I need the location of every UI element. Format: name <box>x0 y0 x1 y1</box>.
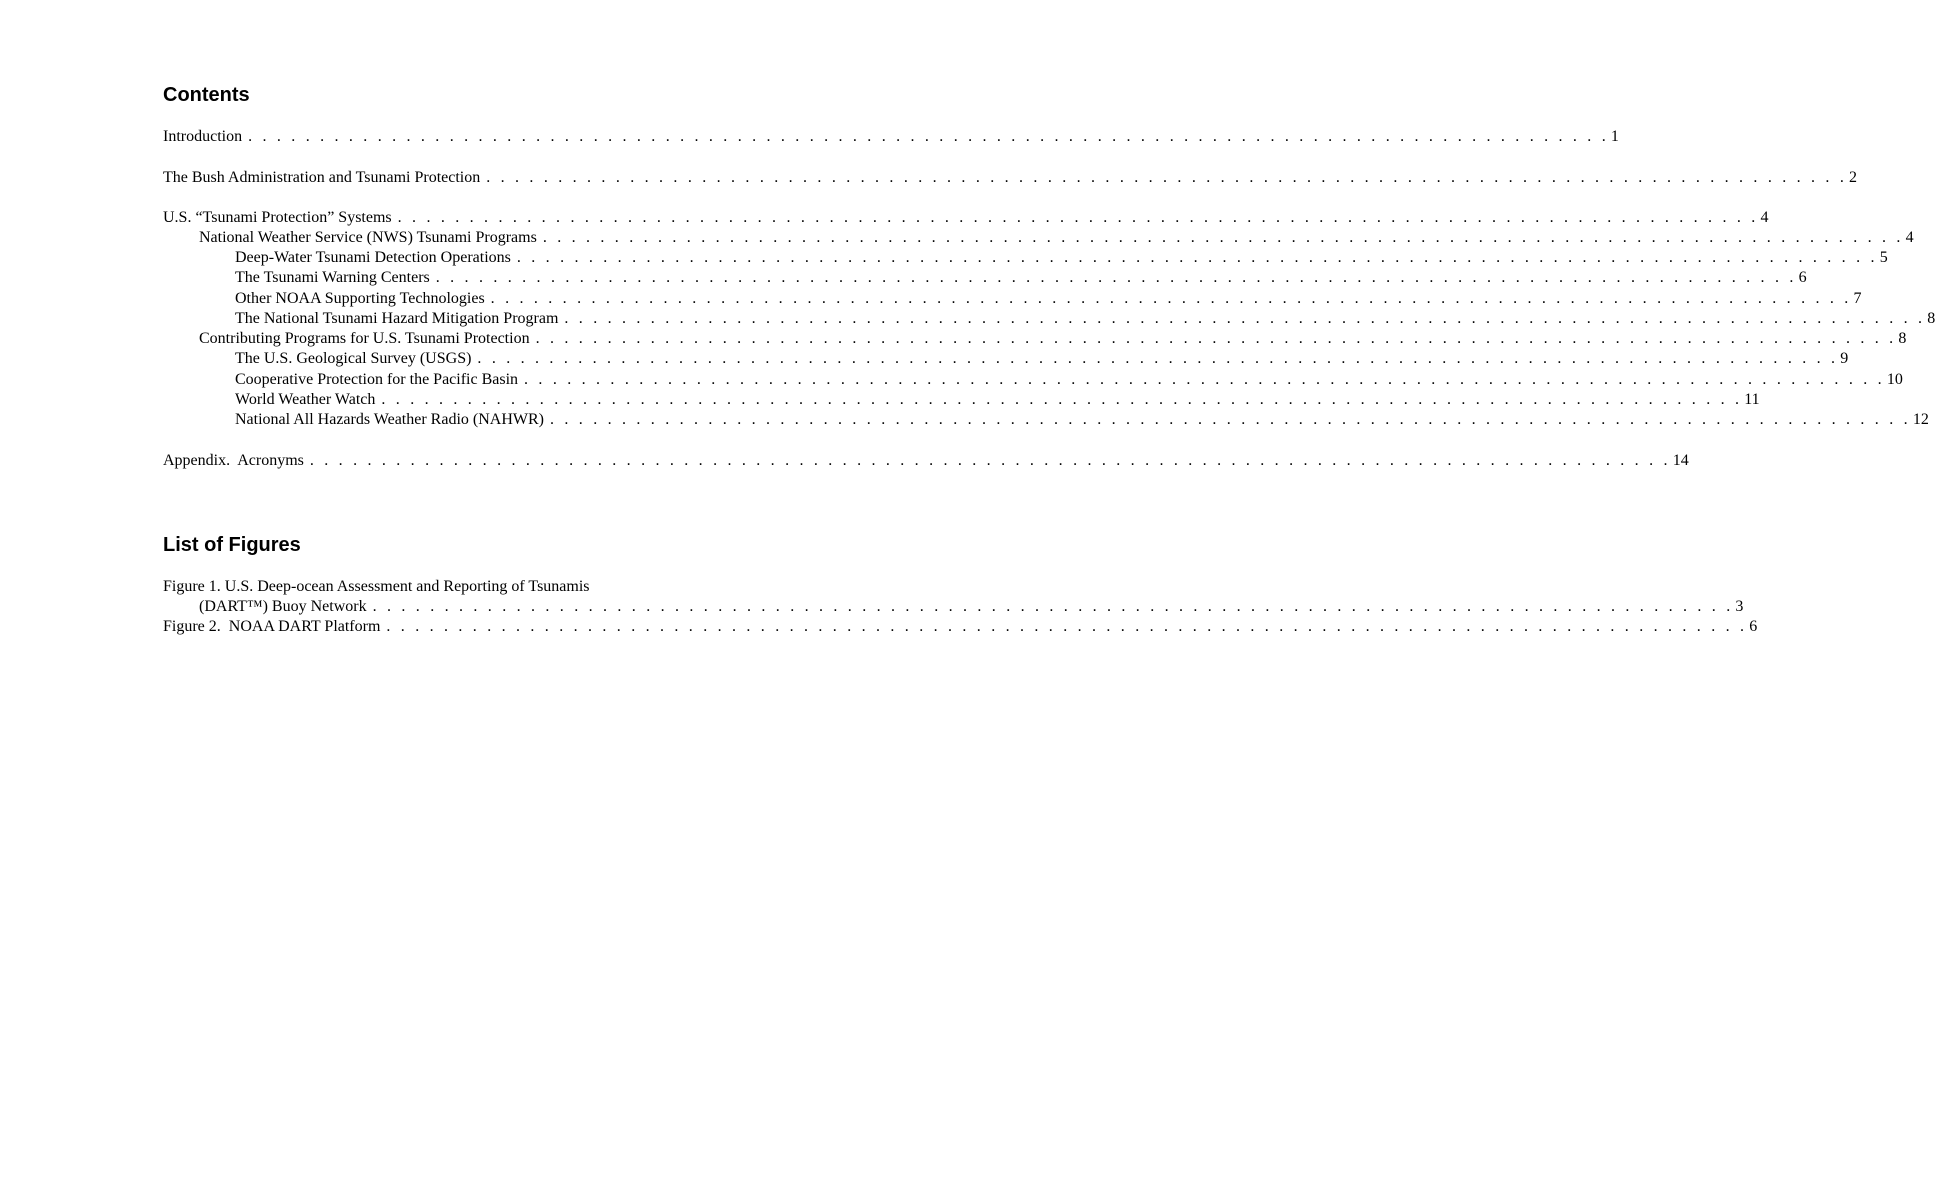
dot-leader: . . . . . . . . . . . . . . . . . . . . . . . . . . . . . . . . . . . . . . . . . . . . . . . . . . . . . . . . . . . . . . . . . . . . . . . . . . . . . . . . . . . . . . . . . . . . . . . <box>524 371 1885 388</box>
toc-entry-title: The Tsunami Warning Centers <box>235 269 430 286</box>
dot-leader: . . . . . . . . . . . . . . . . . . . . . . . . . . . . . . . . . . . . . . . . . . . . . . . . . . . . . . . . . . . . . . . . . . . . . . . . . . . . . . . . . . . . . . . . . . . . . . . <box>477 350 1839 367</box>
toc-page-number: 5 <box>1879 249 1888 266</box>
toc-entry-title: National All Hazards Weather Radio (NAHWR) <box>235 411 544 428</box>
dot-leader: . . . . . . . . . . . . . . . . . . . . . . . . . . . . . . . . . . . . . . . . . . . . . . . . . . . . . . . . . . . . . . . . . . . . . . . . . . . . . . . . . . . . . . . . . . . . . . . <box>486 169 1848 186</box>
dot-leader: . . . . . . . . . . . . . . . . . . . . . . . . . . . . . . . . . . . . . . . . . . . . . . . . . . . . . . . . . . . . . . . . . . . . . . . . . . . . . . . . . . . . . . . . . . . . . . . <box>381 391 1743 408</box>
toc-page-number: 8 <box>1927 310 1935 327</box>
toc-page-number: 14 <box>1672 452 1689 469</box>
toc-entry-usgs[interactable] <box>235 349 1849 369</box>
figure-page-number: 6 <box>1749 618 1758 635</box>
dot-leader: . . . . . . . . . . . . . . . . . . . . . . . . . . . . . . . . . . . . . . . . . . . . . . . . . . . . . . . . . . . . . . . . . . . . . . . . . . . . . . . . . . . . . . . . . . . . . . . <box>248 128 1609 145</box>
toc-entry-title: National Weather Service (NWS) Tsunami Programs <box>199 229 537 246</box>
toc-entry-tsunami-warning-centers[interactable] <box>235 268 1807 288</box>
dot-leader: . . . . . . . . . . . . . . . . . . . . . . . . . . . . . . . . . . . . . . . . . . . . . . . . . . . . . . . . . . . . . . . . . . . . . . . . . . . . . . . . . . . . . . . . . . . . . . . <box>535 330 1897 347</box>
dot-leader: . . . . . . . . . . . . . . . . . . . . . . . . . . . . . . . . . . . . . . . . . . . . . . . . . . . . . . . . . . . . . . . . . . . . . . . . . . . . . . . . . . . . . . . . . . . . . . . <box>309 452 1671 469</box>
toc-page-number: 2 <box>1849 169 1858 186</box>
figure-entry-1[interactable] <box>199 597 1744 617</box>
toc-entry-title: The Bush Administration and Tsunami Protection <box>163 169 481 186</box>
dot-leader: . . . . . . . . . . . . . . . . . . . . . . . . . . . . . . . . . . . . . . . . . . . . . . . . . . . . . . . . . . . . . . . . . . . . . . . . . . . . . . . . . . . . . . . . . . . . . . . <box>564 310 1926 327</box>
figure-entry-title: (DART™) Buoy Network <box>199 598 367 615</box>
toc-entry-title: Cooperative Protection for the Pacific Basin <box>235 371 519 388</box>
dot-leader: . . . . . . . . . . . . . . . . . . . . . . . . . . . . . . . . . . . . . . . . . . . . . . . . . . . . . . . . . . . . . . . . . . . . . . . . . . . . . . . . . . . . . . . . . . . . . . . <box>386 618 1748 635</box>
figure-page-number: 3 <box>1735 598 1744 615</box>
toc-page-number: 4 <box>1905 229 1914 246</box>
toc-entry-deep-water-detection[interactable] <box>235 248 1888 268</box>
toc-entry-other-noaa-technologies[interactable] <box>235 289 1862 309</box>
toc-entry-title: The U.S. Geological Survey (USGS) <box>235 350 472 367</box>
contents-heading: Contents <box>163 84 250 106</box>
toc-entry-title: Appendix. Acronyms <box>163 452 304 469</box>
list-of-figures-heading: List of Figures <box>163 534 301 556</box>
toc-page-number: 1 <box>1610 128 1619 145</box>
toc-entry-contributing-programs[interactable] <box>199 329 1907 349</box>
toc-entry-nahwr[interactable] <box>235 410 1929 430</box>
toc-page-number: 9 <box>1840 350 1849 367</box>
toc-entry-title: Contributing Programs for U.S. Tsunami Protection <box>199 330 530 347</box>
toc-entry-nws-tsunami-programs[interactable] <box>199 228 1914 248</box>
toc-page-number: 7 <box>1853 290 1862 307</box>
toc-entry-title: World Weather Watch <box>235 391 376 408</box>
toc-page-number: 12 <box>1912 411 1929 428</box>
toc-entry-bush-administration[interactable] <box>163 168 1858 188</box>
toc-entry-hazard-mitigation-program[interactable] <box>235 309 1935 329</box>
toc-page-number: 4 <box>1760 209 1769 226</box>
toc-page-number: 8 <box>1898 330 1907 347</box>
dot-leader: . . . . . . . . . . . . . . . . . . . . . . . . . . . . . . . . . . . . . . . . . . . . . . . . . . . . . . . . . . . . . . . . . . . . . . . . . . . . . . . . . . . . . . . . . . . . . . . <box>550 411 1911 428</box>
dot-leader: . . . . . . . . . . . . . . . . . . . . . . . . . . . . . . . . . . . . . . . . . . . . . . . . . . . . . . . . . . . . . . . . . . . . . . . . . . . . . . . . . . . . . . . . . . . . . . . <box>397 209 1759 226</box>
dot-leader: . . . . . . . . . . . . . . . . . . . . . . . . . . . . . . . . . . . . . . . . . . . . . . . . . . . . . . . . . . . . . . . . . . . . . . . . . . . . . . . . . . . . . . . . . . . . . . . <box>490 290 1852 307</box>
figure-entry-title: Figure 2. NOAA DART Platform <box>163 618 381 635</box>
toc-entry-cooperative-protection[interactable] <box>235 370 1903 390</box>
toc-entry-tsunami-protection-systems[interactable] <box>163 208 1769 228</box>
toc-entry-appendix-acronyms[interactable] <box>163 451 1689 471</box>
dot-leader: . . . . . . . . . . . . . . . . . . . . . . . . . . . . . . . . . . . . . . . . . . . . . . . . . . . . . . . . . . . . . . . . . . . . . . . . . . . . . . . . . . . . . . . . . . . . . . . <box>435 269 1797 286</box>
toc-page-number: 11 <box>1744 391 1760 408</box>
toc-entry-title: U.S. “Tsunami Protection” Systems <box>163 209 392 226</box>
toc-entry-title: Deep-Water Tsunami Detection Operations <box>235 249 511 266</box>
toc-entry-title: Introduction <box>163 128 243 145</box>
dot-leader: . . . . . . . . . . . . . . . . . . . . . . . . . . . . . . . . . . . . . . . . . . . . . . . . . . . . . . . . . . . . . . . . . . . . . . . . . . . . . . . . . . . . . . . . . . . . . . . <box>372 598 1734 615</box>
toc-page-number: 6 <box>1798 269 1807 286</box>
dot-leader: . . . . . . . . . . . . . . . . . . . . . . . . . . . . . . . . . . . . . . . . . . . . . . . . . . . . . . . . . . . . . . . . . . . . . . . . . . . . . . . . . . . . . . . . . . . . . . . <box>516 249 1878 266</box>
figure-1-title-line1[interactable]: Figure 1. U.S. Deep-ocean Assessment and Reporting of Tsunamis <box>163 578 590 595</box>
toc-entry-introduction[interactable] <box>163 127 1619 147</box>
figure-entry-2[interactable] <box>163 617 1758 637</box>
toc-entry-title: Other NOAA Supporting Technologies <box>235 290 485 307</box>
toc-entry-title: The National Tsunami Hazard Mitigation Program <box>235 310 559 327</box>
dot-leader: . . . . . . . . . . . . . . . . . . . . . . . . . . . . . . . . . . . . . . . . . . . . . . . . . . . . . . . . . . . . . . . . . . . . . . . . . . . . . . . . . . . . . . . . . . . . . . . <box>542 229 1904 246</box>
toc-entry-world-weather-watch[interactable] <box>235 390 1760 410</box>
toc-page-number: 10 <box>1886 371 1903 388</box>
